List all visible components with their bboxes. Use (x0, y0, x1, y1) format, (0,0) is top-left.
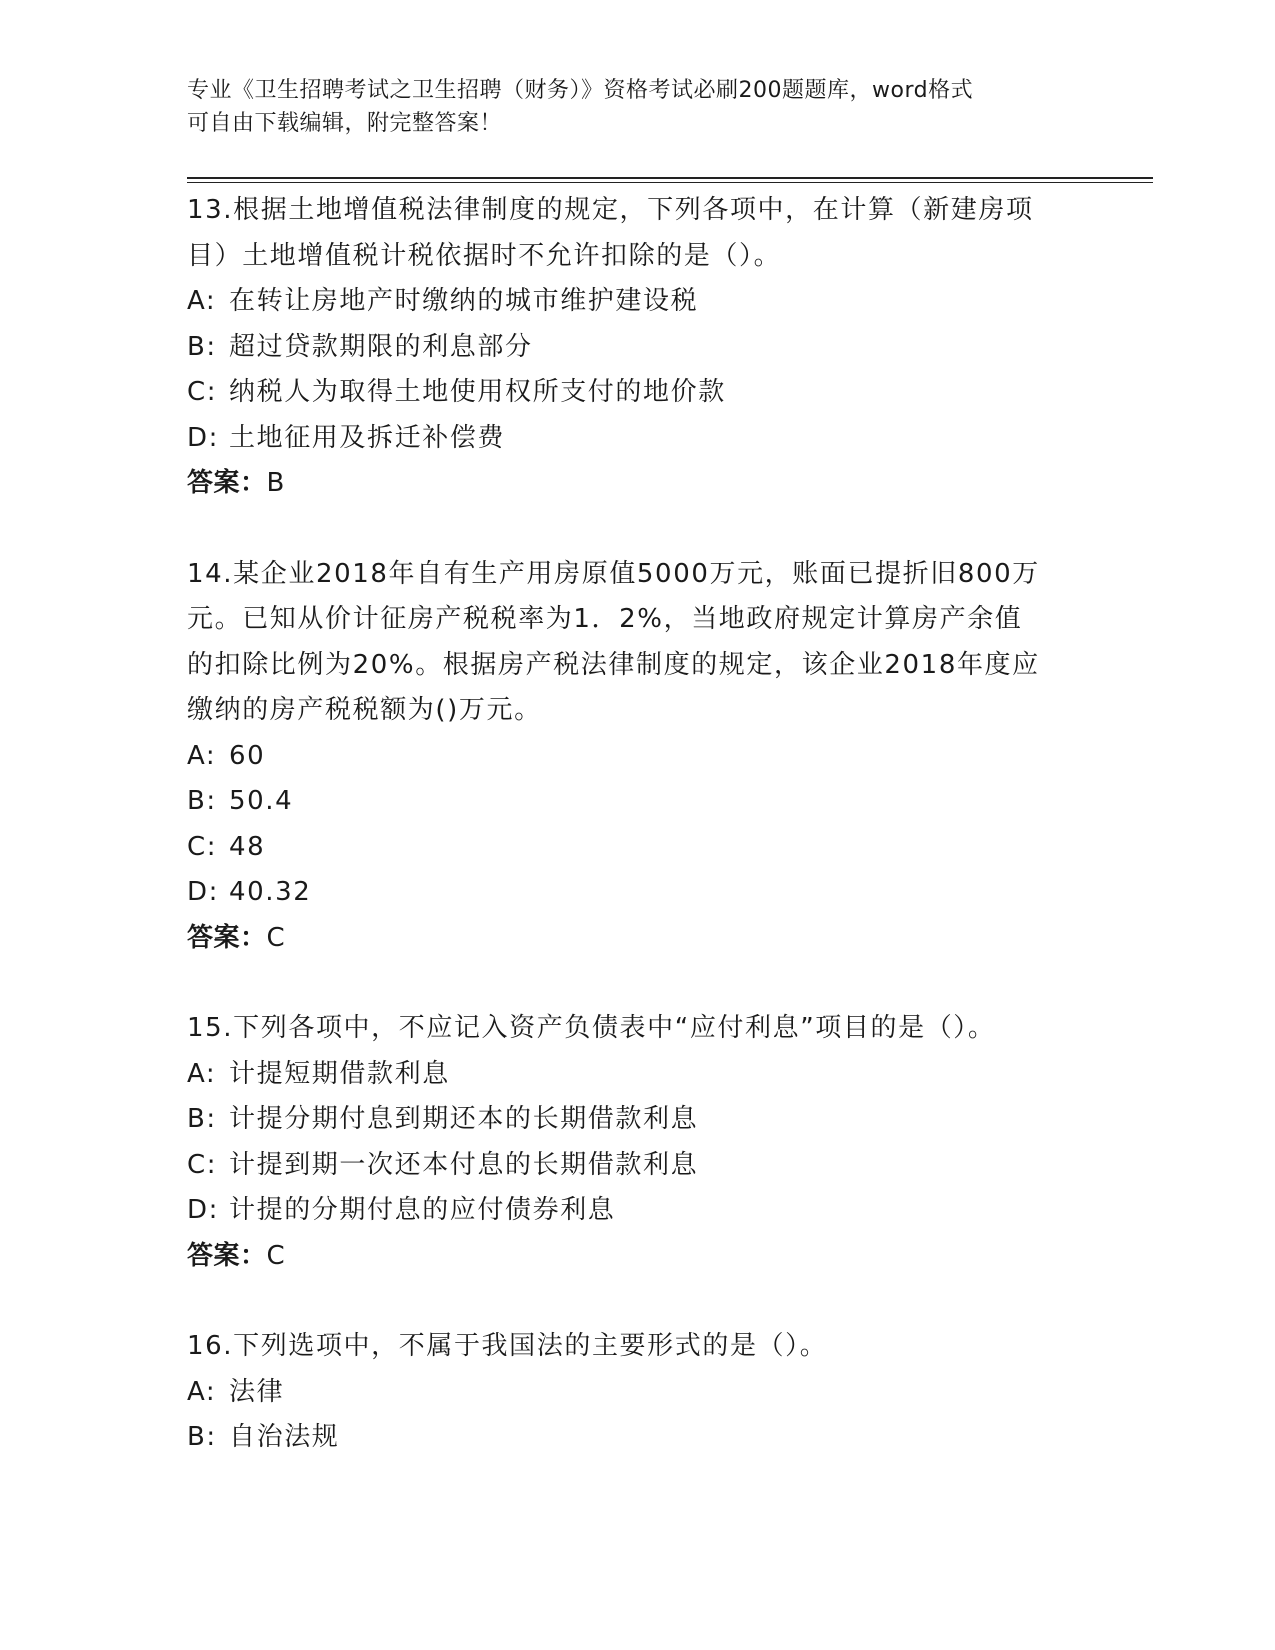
option-text: 40.32 (229, 877, 312, 907)
option-letter: B: (187, 1422, 217, 1452)
option-text: 在转让房地产时缴纳的城市维护建设税 (229, 286, 699, 316)
option-letter: B: (187, 331, 217, 362)
question-15 (187, 1006, 1087, 1279)
option-letter: D: (187, 1195, 219, 1225)
option-letter: C: (187, 1149, 218, 1180)
question-13 (187, 188, 1087, 507)
option-d (187, 870, 1087, 916)
option-letter: B: (187, 786, 217, 816)
question-stem-line: 目）土地增值税计税依据时不允许扣除的是（）。 (187, 240, 782, 271)
option-c (187, 825, 1087, 871)
question-stem-line: 元。已知从价计征房产税税率为1．2%，当地政府规定计算房产余值 (187, 604, 1023, 634)
option-text: 法律 (229, 1376, 285, 1407)
option-b (187, 779, 1087, 825)
question-stem-line: 13.根据土地增值税法律制度的规定，下列各项中，在计算（新建房项 (187, 195, 1034, 225)
option-a (187, 279, 1087, 325)
answer-label: 答案： (187, 468, 267, 498)
header-line-2: 可自由下载编辑，附完整答案！ (187, 111, 503, 136)
document-header (187, 74, 1067, 140)
question-stem-line: 15.下列各项中，不应记入资产负债表中“应付利息”项目的是（）。 (187, 1013, 996, 1043)
option-text: 计提分期付息到期还本的长期借款利息 (229, 1104, 699, 1134)
option-text: 计提的分期付息的应付债券利息 (229, 1195, 616, 1225)
answer-label: 答案： (187, 922, 267, 953)
answer-line (187, 1234, 1087, 1280)
option-b (187, 1097, 1087, 1143)
option-text: 土地征用及拆迁补偿费 (229, 422, 506, 453)
option-letter: D: (187, 877, 219, 907)
question-14 (187, 552, 1087, 962)
option-letter: C: (187, 377, 218, 407)
option-letter: A: (187, 740, 217, 771)
option-letter: A: (187, 286, 217, 316)
answer-line (187, 461, 1087, 507)
header-divider-thin (187, 182, 1153, 183)
option-a (187, 1052, 1087, 1098)
option-text: 60 (229, 740, 266, 771)
option-text: 计提短期借款利息 (229, 1058, 450, 1089)
question-list (187, 188, 1087, 1506)
answer-label: 答案： (187, 1240, 267, 1271)
option-letter: B: (187, 1104, 217, 1134)
option-b (187, 1415, 1087, 1461)
option-letter: A: (187, 1058, 217, 1089)
option-letter: C: (187, 831, 218, 862)
option-text: 48 (229, 831, 266, 862)
question-stem-line: 16.下列选项中，不属于我国法的主要形式的是（）。 (187, 1331, 828, 1361)
question-stem-line: 14.某企业2018年自有生产用房原值5000万元，账面已提折旧800万 (187, 558, 1040, 589)
answer-value: C (266, 922, 286, 953)
option-b (187, 325, 1087, 371)
option-letter: D: (187, 422, 219, 453)
option-d (187, 1188, 1087, 1234)
header-line-1: 专业《卫生招聘考试之卫生招聘（财务）》资格考试必刷200题题库，word格式 (187, 78, 974, 103)
question-16 (187, 1324, 1087, 1461)
option-text: 计提到期一次还本付息的长期借款利息 (229, 1149, 699, 1180)
header-divider-thick (187, 177, 1153, 179)
option-text: 纳税人为取得土地使用权所支付的地价款 (229, 377, 726, 407)
option-text: 50.4 (229, 786, 294, 816)
answer-line (187, 916, 1087, 962)
question-stem-line: 的扣除比例为20%。根据房产税法律制度的规定，该企业2018年度应 (187, 649, 1040, 680)
question-stem-line: 缴纳的房产税税额为()万元。 (187, 695, 542, 725)
option-d (187, 416, 1087, 462)
answer-value: C (266, 1240, 286, 1271)
option-a (187, 734, 1087, 780)
answer-value: B (266, 468, 285, 498)
option-a (187, 1370, 1087, 1416)
option-text: 自治法规 (229, 1422, 340, 1452)
option-text: 超过贷款期限的利息部分 (229, 331, 533, 362)
option-c (187, 370, 1087, 416)
option-letter: A: (187, 1376, 217, 1407)
option-c (187, 1143, 1087, 1189)
